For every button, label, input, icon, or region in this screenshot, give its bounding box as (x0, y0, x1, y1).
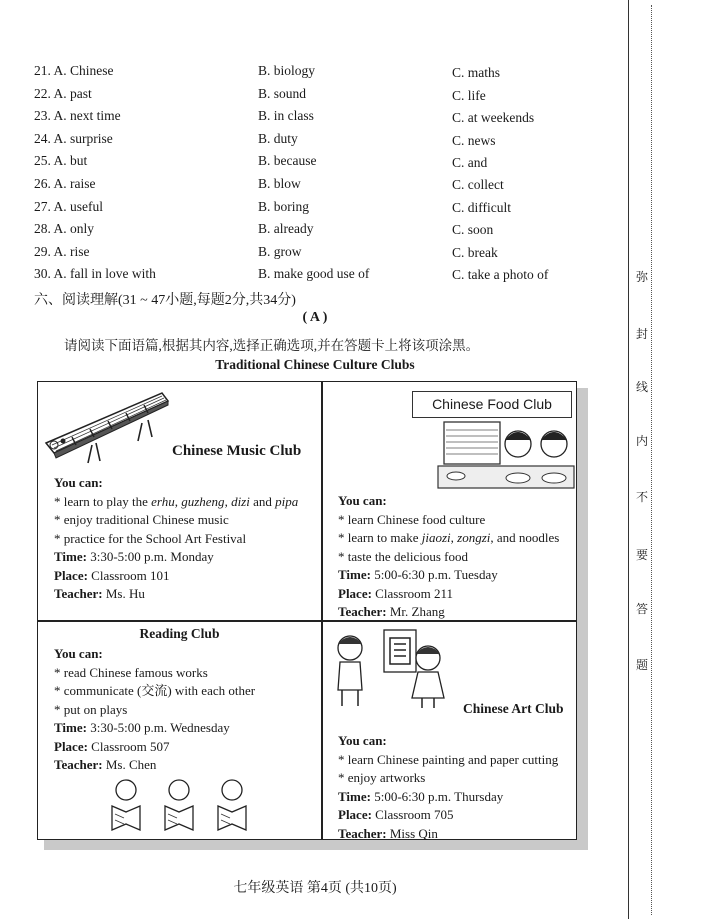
question-23-b: B. in class (258, 108, 314, 123)
question-24-b: B. duty (258, 131, 298, 146)
question-26-c: C. collect (452, 177, 504, 192)
question-21-b: B. biology (258, 63, 316, 78)
question-24-a: 24. A. surprise (34, 131, 113, 146)
margin-char: 答 (636, 602, 649, 616)
passage-label: ( A ) (302, 310, 328, 325)
food-club-details: You can: * learn Chinese food culture * learn to make jiaozi, zongzi, and noodles * taste the delicious food Time: 5:00-6:30 p.m. Tuesday Place: Classroom 211 Teacher: Mr. Zhang (338, 493, 560, 619)
reading-club-details: You can: * read Chinese famous works * communicate (交流) with each other * put on plays Time: 3:30-5:00 p.m. Wednesday Place: Classroom 507 Teacher: Ms. Chen (54, 646, 256, 772)
question-24-c: C. news (452, 133, 496, 148)
art-club-illustration (328, 626, 458, 711)
food-club-title: Chinese Food Club (412, 391, 572, 418)
question-28-c: C. soon (452, 222, 494, 237)
question-30-c: C. take a photo of (452, 267, 549, 282)
instruction-text: 请阅读下面语篇,根据其内容,选择正确选项,并在答题卡上将该项涂黑。 (64, 338, 480, 353)
question-26-a: 26. A. raise (34, 176, 96, 191)
question-25-c: C. and (452, 155, 488, 170)
guzheng-illustration (42, 385, 172, 465)
margin-char: 封 (636, 327, 649, 341)
music-club-details: You can: * learn to play the erhu, guzheng, dizi and pipa * enjoy traditional Chinese music * practice for the School Art Festival Time: 3:30-5:00 p.m. Monday Place: Classroom 101 Teacher: Ms. Hu (54, 475, 299, 601)
question-29-b: B. grow (258, 244, 302, 259)
page-footer: 七年级英语 第4页 (共10页) (233, 881, 397, 896)
question-25-b: B. because (258, 153, 317, 168)
margin-char: 线 (636, 380, 649, 394)
question-27-c: C. difficult (452, 200, 511, 215)
passage-title: Traditional Chinese Culture Clubs (215, 357, 415, 372)
question-29-c: C. break (452, 245, 498, 260)
margin-char: 要 (636, 548, 649, 562)
margin-char: 内 (636, 434, 649, 448)
question-25-a: 25. A. but (34, 153, 88, 168)
box-vertical-divider (321, 381, 323, 840)
section-heading: 六、阅读理解(31 ~ 47小题,每题2分,共34分) (34, 293, 296, 308)
question-27-b: B. boring (258, 199, 310, 214)
question-21-a: 21. A. Chinese (34, 63, 114, 78)
music-club-title: Chinese Music Club (172, 443, 302, 459)
question-29-a: 29. A. rise (34, 244, 90, 259)
reading-children-illustration (104, 776, 254, 834)
margin-char: 不 (636, 490, 649, 504)
question-26-b: B. blow (258, 176, 301, 191)
reading-club-title: Reading Club (139, 626, 220, 641)
question-28-a: 28. A. only (34, 221, 95, 236)
art-club-details: You can: * learn Chinese painting and paper cutting * enjoy artworks Time: 5:00-6:30 p.m. Thursday Place: Classroom 705 Teacher: Miss Qin (338, 733, 559, 841)
margin-rule (628, 0, 629, 919)
margin-char: 弥 (636, 270, 649, 284)
art-club-title: Chinese Art Club (463, 701, 564, 716)
question-23-c: C. at weekends (452, 110, 535, 125)
question-28-b: B. already (258, 221, 314, 236)
margin-char: 题 (636, 658, 649, 672)
food-club-illustration (436, 414, 576, 492)
question-22-a: 22. A. past (34, 86, 92, 101)
question-30-b: B. make good use of (258, 266, 370, 281)
question-22-c: C. life (452, 88, 486, 103)
margin-dotted-line (651, 5, 652, 915)
question-21-c: C. maths (452, 65, 501, 80)
question-22-b: B. sound (258, 86, 307, 101)
question-23-a: 23. A. next time (34, 108, 121, 123)
question-27-a: 27. A. useful (34, 199, 104, 214)
question-30-a: 30. A. fall in love with (34, 266, 156, 281)
